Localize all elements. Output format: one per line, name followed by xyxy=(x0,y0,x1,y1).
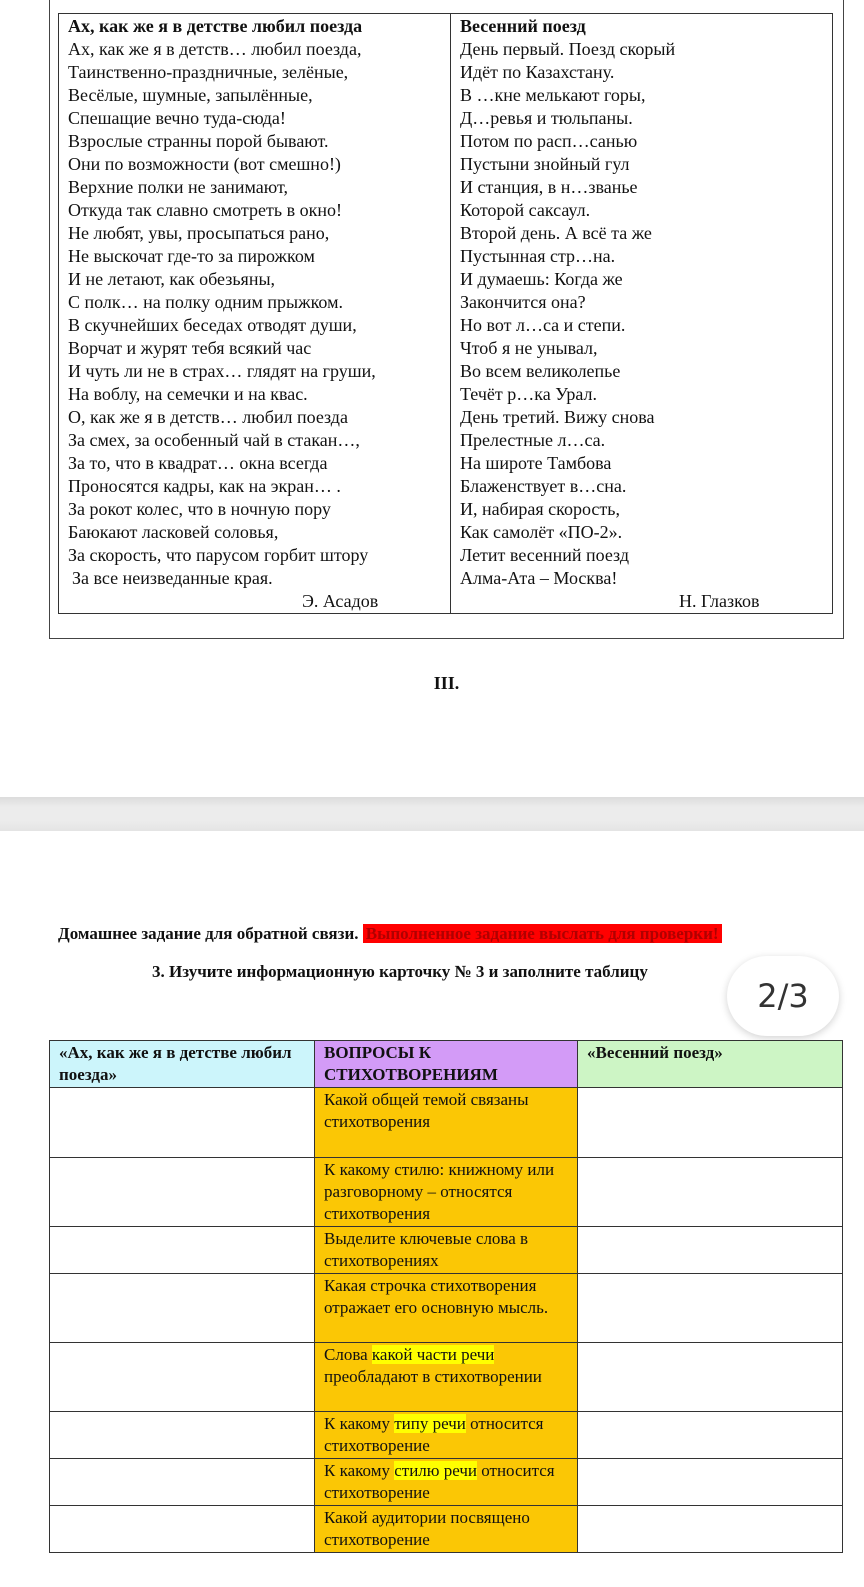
answer-cell-poem-1[interactable] xyxy=(50,1158,315,1227)
poem-title: Ах, как же я в детстве любил поезда xyxy=(68,16,363,36)
poem-line: Они по возможности (вот смешно!) xyxy=(68,154,341,174)
poem-line: Ворчат и журят тебя всякий час xyxy=(68,338,312,358)
header-poem-1: «Ах, как же я в детстве любил поезда» xyxy=(50,1041,315,1088)
poem-title: Весенний поезд xyxy=(459,16,586,36)
section-mark: III. xyxy=(433,673,460,693)
poem-glazkov xyxy=(451,14,832,613)
poem-line: Не любят, увы, просыпаться рано, xyxy=(68,223,330,243)
poem-line: За смех, за особенный чай в стакан…, xyxy=(68,430,360,450)
question-cell xyxy=(315,1274,578,1343)
poem-line: Потом по расп…санью xyxy=(459,131,638,151)
poem-line: Пустынная стр…на. xyxy=(459,246,616,266)
question-text: Выделите ключевые слова в стихотворениях xyxy=(324,1229,529,1270)
poem-line: Пустыни знойный гул xyxy=(459,154,630,174)
question-text: К какому xyxy=(324,1461,395,1480)
poem-line: Ах, как же я в детств… любил поезда, xyxy=(68,39,362,59)
answer-cell-poem-1[interactable] xyxy=(50,1459,315,1506)
poem-line: Спешащие вечно туда-сюда! xyxy=(68,108,286,128)
poem-line: Во всем великолепье xyxy=(459,361,621,381)
poem-line: Второй день. А всё та же xyxy=(459,223,652,243)
poem-author: Н. Глазков xyxy=(678,591,760,611)
answer-cell-poem-2[interactable] xyxy=(578,1506,843,1553)
poem-lines xyxy=(68,38,450,590)
poem-line: Течёт р…ка Урал. xyxy=(459,384,597,404)
answer-cell-poem-2[interactable] xyxy=(578,1459,843,1506)
poem-line: Проносятся кадры, как на экран… . xyxy=(68,476,341,496)
page-indicator[interactable]: 2/3 xyxy=(727,956,839,1036)
poem-line: Но вот л…са и степи. xyxy=(459,315,626,335)
poem-line: За рокот колес, что в ночную пору xyxy=(68,499,331,519)
homework-highlight: Выполненное задание выслать для проверки! xyxy=(363,924,722,943)
question-text: Какой общей темой связаны стихотворения xyxy=(324,1090,529,1131)
question-cell xyxy=(315,1412,578,1459)
page-separator xyxy=(0,797,864,831)
poem-line: Как самолёт «ПО-2». xyxy=(459,522,623,542)
poem-line: Идёт по Казахстану. xyxy=(459,62,615,82)
table-row xyxy=(50,1088,843,1158)
answer-cell-poem-1[interactable] xyxy=(50,1227,315,1274)
poem-line: Которой саксаул. xyxy=(459,200,591,220)
poem-line: И чуть ли не в страх… глядят на груши, xyxy=(68,361,376,381)
table-row xyxy=(50,1506,843,1553)
question-cell xyxy=(315,1506,578,1553)
poem-line: За то, что в квадрат… окна всегда xyxy=(68,453,328,473)
poem-line: О, как же я в детств… любил поезда xyxy=(68,407,348,427)
table-row xyxy=(50,1274,843,1343)
table-header-row xyxy=(50,1041,843,1088)
poem-line: Весёлые, шумные, запылённые, xyxy=(68,85,313,105)
poem-line: День третий. Вижу снова xyxy=(459,407,655,427)
poem-line: Не выскочат где-то за пирожком xyxy=(68,246,315,266)
poem-line: И, набирая скорость, xyxy=(459,499,620,519)
table-row xyxy=(50,1343,843,1412)
question-cell xyxy=(315,1088,578,1158)
poem-line: На широте Тамбова xyxy=(459,453,612,473)
poem-line: За скорость, что парусом горбит штору xyxy=(68,545,369,565)
poem-line: Д…ревья и тюльпаны. xyxy=(459,108,633,128)
answer-cell-poem-1[interactable] xyxy=(50,1343,315,1412)
poem-line: На воблу, на семечки и на квас. xyxy=(68,384,308,404)
poem-line: Верхние полки не занимают, xyxy=(68,177,288,197)
poems-table xyxy=(58,13,833,614)
poem-line: И думаешь: Когда же xyxy=(459,269,623,289)
question-text: К какому xyxy=(324,1414,395,1433)
question-cell xyxy=(315,1158,578,1227)
table-row xyxy=(50,1158,843,1227)
header-poem-2: «Весенний поезд» xyxy=(578,1041,843,1088)
question-cell xyxy=(315,1459,578,1506)
poem-line: И станция, в н…званье xyxy=(459,177,638,197)
question-text: относится стихотворение xyxy=(324,1461,555,1502)
answer-cell-poem-1[interactable] xyxy=(50,1274,315,1343)
question-text: Слова xyxy=(324,1345,372,1364)
homework-label: Домашнее задание для обратной связи. xyxy=(58,924,359,943)
questions-table xyxy=(49,1040,843,1553)
answer-cell-poem-2[interactable] xyxy=(578,1274,843,1343)
poem-line: Взрослые странны порой бывают. xyxy=(68,131,329,151)
question-text: К какому стилю: книжному или разговорному – относятся стихотворения xyxy=(324,1160,555,1223)
answer-cell-poem-2[interactable] xyxy=(578,1412,843,1459)
answer-cell-poem-1[interactable] xyxy=(50,1506,315,1553)
question-cell xyxy=(315,1227,578,1274)
task-instruction: 3. Изучите информационную карточку № 3 и заполните таблицу xyxy=(152,962,648,981)
answer-cell-poem-2[interactable] xyxy=(578,1158,843,1227)
poem-lines xyxy=(460,38,832,590)
poem-line: И не летают, как обезьяны, xyxy=(68,269,276,289)
poem-line: За все неизведанные края. xyxy=(72,568,273,588)
poem-line: Алма-Ата – Москва! xyxy=(459,568,618,588)
poem-line: Откуда так славно смотреть в окно! xyxy=(68,200,342,220)
poem-line: В скучнейших беседах отводят души, xyxy=(68,315,357,335)
poem-line: Чтоб я не унывал, xyxy=(459,338,598,358)
highlighted-text: какой части речи xyxy=(371,1345,495,1364)
poem-line: С полк… на полку одним прыжком. xyxy=(68,292,343,312)
poem-line: Летит весенний поезд xyxy=(459,545,629,565)
table-row xyxy=(50,1227,843,1274)
answer-cell-poem-1[interactable] xyxy=(50,1088,315,1158)
highlighted-text: стилю речи xyxy=(394,1461,477,1480)
poem-asadov xyxy=(59,14,451,613)
answer-cell-poem-2[interactable] xyxy=(578,1088,843,1158)
poem-line: Блаженствует в…сна. xyxy=(459,476,627,496)
homework-line xyxy=(58,924,722,944)
poem-line: Прелестные л…са. xyxy=(459,430,606,450)
poem-line: День первый. Поезд скорый xyxy=(459,39,676,59)
table-row xyxy=(50,1459,843,1506)
poem-line: Закончится она? xyxy=(459,292,586,312)
poem-line: Таинственно-праздничные, зелёные, xyxy=(68,62,349,82)
question-text: преобладают в стихотворении xyxy=(324,1367,542,1386)
poem-line: Баюкают ласковей соловья, xyxy=(68,522,279,542)
question-text: Какая строчка стихотворения отражает его основную мысль. xyxy=(324,1276,549,1317)
question-text: относится стихотворение xyxy=(324,1414,544,1455)
highlighted-text: типу речи xyxy=(394,1414,466,1433)
question-text: Какой аудитории посвящено стихотворение xyxy=(324,1508,530,1549)
answer-cell-poem-2[interactable] xyxy=(578,1343,843,1412)
answer-cell-poem-2[interactable] xyxy=(578,1227,843,1274)
poem-line: В …кне мелькают горы, xyxy=(459,85,646,105)
header-questions: ВОПРОСЫ К СТИХОТВОРЕНИЯМ xyxy=(315,1041,578,1088)
poem-author: Э. Асадов xyxy=(302,591,379,611)
question-cell xyxy=(315,1343,578,1412)
table-row xyxy=(50,1412,843,1459)
answer-cell-poem-1[interactable] xyxy=(50,1412,315,1459)
